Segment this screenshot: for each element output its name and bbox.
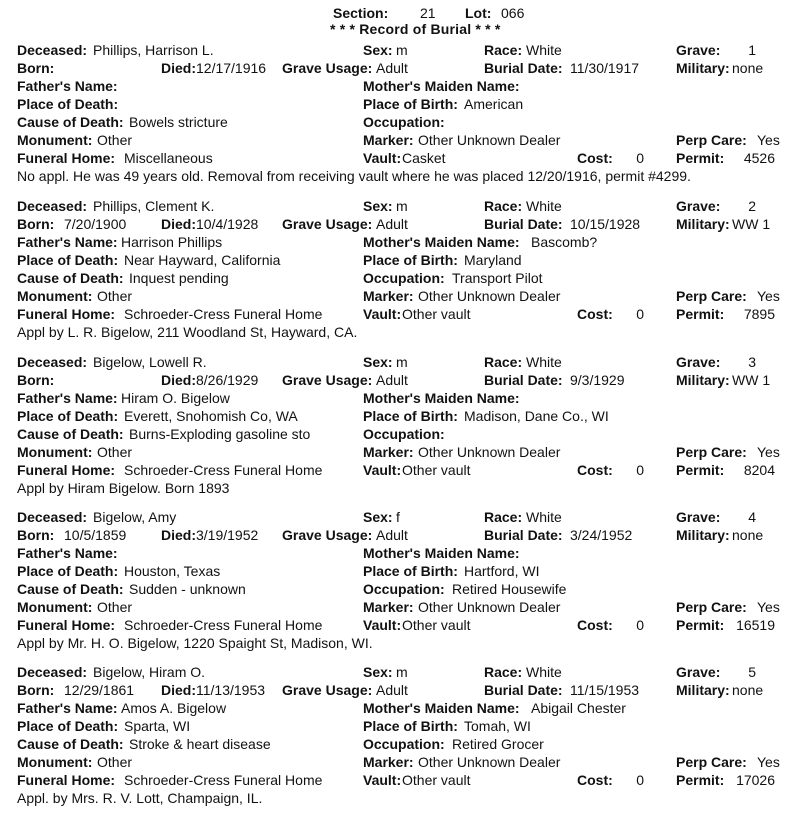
monument-label: Monument:	[17, 599, 93, 615]
place-of-birth-value: American	[464, 96, 524, 112]
grave-usage-label: Grave Usage:	[282, 372, 373, 388]
born-value: 12/29/1861	[64, 682, 135, 698]
military-value: none	[732, 60, 764, 76]
perp-care-value: Yes	[757, 444, 780, 460]
sex-value: m	[396, 354, 408, 370]
permit-value: 4526	[743, 150, 775, 166]
perp-care-value: Yes	[757, 754, 780, 770]
place-of-birth-value: Hartford, WI	[464, 563, 540, 579]
military-value: WW 1	[732, 372, 771, 388]
fathers-name-value: Amos A. Bigelow	[121, 700, 227, 716]
permit-label: Permit:	[676, 306, 725, 322]
race-value: White	[526, 509, 562, 525]
died-value: 10/4/1928	[196, 216, 259, 232]
grave-value: 5	[748, 664, 756, 680]
monument-value: Other	[97, 288, 133, 304]
vault-label: Vault:	[363, 772, 402, 788]
place-of-death-label: Place of Death:	[17, 718, 119, 734]
grave-label: Grave:	[676, 42, 721, 58]
sex-label: Sex:	[363, 509, 393, 525]
cause-of-death-value: Stroke & heart disease	[129, 736, 271, 752]
fathers-name-label: Father's Name:	[17, 700, 118, 716]
cause-of-death-label: Cause of Death:	[17, 736, 124, 752]
grave-usage-label: Grave Usage:	[282, 527, 373, 543]
died-label: Died:	[161, 60, 196, 76]
born-label: Born:	[17, 682, 55, 698]
sex-label: Sex:	[363, 354, 393, 370]
sex-label: Sex:	[363, 198, 393, 214]
monument-label: Monument:	[17, 444, 93, 460]
occupation-value: Retired Housewife	[452, 581, 567, 597]
died-value: 3/19/1952	[196, 527, 259, 543]
cost-label: Cost:	[577, 772, 613, 788]
burial-date-label: Burial Date:	[484, 527, 563, 543]
deceased-label: Deceased:	[17, 42, 88, 58]
grave-usage-label: Grave Usage:	[282, 216, 373, 232]
race-value: White	[526, 354, 562, 370]
lot-label: Lot:	[465, 5, 492, 21]
page-title: * * * Record of Burial * * *	[330, 21, 501, 37]
funeral-home-value: Miscellaneous	[124, 150, 213, 166]
funeral-home-value: Schroeder-Cress Funeral Home	[124, 306, 323, 322]
burial-date-value: 9/3/1929	[570, 372, 625, 388]
perp-care-label: Perp Care:	[676, 444, 747, 460]
grave-value: 4	[748, 509, 756, 525]
monument-value: Other	[97, 754, 133, 770]
deceased-value: Bigelow, Hiram O.	[93, 664, 206, 680]
perp-care-label: Perp Care:	[676, 132, 747, 148]
place-of-birth-label: Place of Birth:	[363, 252, 458, 268]
fathers-name-value: Hiram O. Bigelow	[121, 390, 230, 406]
vault-value: Other vault	[402, 772, 471, 788]
sex-value: m	[396, 42, 408, 58]
grave-usage-value: Adult	[376, 527, 408, 543]
cause-of-death-value: Sudden - unknown	[129, 581, 246, 597]
monument-value: Other	[97, 599, 133, 615]
born-value: 7/20/1900	[64, 216, 127, 232]
marker-label: Marker:	[363, 599, 414, 615]
born-label: Born:	[17, 372, 55, 388]
race-label: Race:	[484, 42, 523, 58]
cost-value: 0	[636, 617, 644, 633]
military-value: none	[732, 682, 764, 698]
place-of-death-label: Place of Death:	[17, 408, 119, 424]
permit-label: Permit:	[676, 150, 725, 166]
lot-value: 066	[501, 5, 525, 21]
born-label: Born:	[17, 60, 55, 76]
grave-label: Grave:	[676, 509, 721, 525]
permit-value: 8204	[743, 462, 775, 478]
monument-label: Monument:	[17, 288, 93, 304]
funeral-home-label: Funeral Home:	[17, 462, 116, 478]
perp-care-value: Yes	[757, 288, 780, 304]
vault-value: Casket	[402, 150, 446, 166]
burial-record	[0, 42, 800, 192]
permit-label: Permit:	[676, 772, 725, 788]
marker-label: Marker:	[363, 132, 414, 148]
deceased-label: Deceased:	[17, 664, 88, 680]
burial-record	[0, 198, 800, 348]
marker-label: Marker:	[363, 288, 414, 304]
race-label: Race:	[484, 354, 523, 370]
died-label: Died:	[161, 372, 196, 388]
fathers-name-label: Father's Name:	[17, 390, 118, 406]
military-value: none	[732, 527, 764, 543]
burial-record	[0, 354, 800, 504]
fathers-name-label: Father's Name:	[17, 545, 118, 561]
died-value: 12/17/1916	[196, 60, 267, 76]
burial-date-value: 11/30/1917	[570, 60, 640, 76]
cause-of-death-label: Cause of Death:	[17, 114, 124, 130]
cost-value: 0	[636, 306, 644, 322]
cost-label: Cost:	[577, 617, 613, 633]
fathers-name-label: Father's Name:	[17, 234, 118, 250]
race-label: Race:	[484, 664, 523, 680]
cost-label: Cost:	[577, 150, 613, 166]
section-label: Section:	[333, 5, 389, 21]
cause-of-death-value: Bowels stricture	[129, 114, 228, 130]
vault-value: Other vault	[402, 617, 471, 633]
grave-value: 2	[748, 198, 756, 214]
marker-value: Other Unknown Dealer	[418, 132, 561, 148]
vault-label: Vault:	[363, 306, 402, 322]
military-value: WW 1	[732, 216, 771, 232]
burial-record	[0, 664, 800, 814]
burial-date-value: 3/24/1952	[570, 527, 633, 543]
place-of-birth-value: Maryland	[464, 252, 522, 268]
grave-usage-value: Adult	[376, 372, 408, 388]
record-note: Appl. by Mrs. R. V. Lott, Champaign, IL.	[17, 790, 263, 806]
occupation-label: Occupation:	[363, 581, 445, 597]
funeral-home-value: Schroeder-Cress Funeral Home	[124, 772, 323, 788]
burial-date-label: Burial Date:	[484, 216, 563, 232]
monument-label: Monument:	[17, 132, 93, 148]
mothers-maiden-name-label: Mother's Maiden Name:	[363, 390, 520, 406]
cost-value: 0	[636, 772, 644, 788]
place-of-death-label: Place of Death:	[17, 96, 119, 112]
died-label: Died:	[161, 527, 196, 543]
monument-label: Monument:	[17, 754, 93, 770]
burial-date-value: 10/15/1928	[570, 216, 640, 232]
permit-label: Permit:	[676, 617, 725, 633]
vault-label: Vault:	[363, 462, 402, 478]
race-label: Race:	[484, 509, 523, 525]
sex-value: m	[396, 198, 408, 214]
funeral-home-value: Schroeder-Cress Funeral Home	[124, 462, 323, 478]
permit-value: 7895	[743, 306, 775, 322]
deceased-value: Phillips, Harrison L.	[93, 42, 214, 58]
marker-value: Other Unknown Dealer	[418, 754, 561, 770]
grave-value: 3	[748, 354, 756, 370]
race-value: White	[526, 42, 562, 58]
sex-label: Sex:	[363, 42, 393, 58]
occupation-value: Transport Pilot	[452, 270, 543, 286]
place-of-birth-value: Madison, Dane Co., WI	[464, 408, 609, 424]
funeral-home-label: Funeral Home:	[17, 306, 116, 322]
vault-value: Other vault	[402, 462, 471, 478]
military-label: Military:	[676, 216, 730, 232]
sex-value: m	[396, 664, 408, 680]
place-of-birth-label: Place of Birth:	[363, 563, 458, 579]
race-label: Race:	[484, 198, 523, 214]
cause-of-death-label: Cause of Death:	[17, 581, 124, 597]
occupation-label: Occupation:	[363, 426, 445, 442]
grave-usage-label: Grave Usage:	[282, 60, 373, 76]
cost-value: 0	[636, 150, 644, 166]
deceased-value: Bigelow, Lowell R.	[93, 354, 207, 370]
deceased-value: Bigelow, Amy	[93, 509, 177, 525]
occupation-value: Retired Grocer	[452, 736, 544, 752]
cause-of-death-value: Burns-Exploding gasoline sto	[129, 426, 311, 442]
race-value: White	[526, 198, 562, 214]
cause-of-death-value: Inquest pending	[129, 270, 229, 286]
died-label: Died:	[161, 216, 196, 232]
mothers-maiden-name-value: Abigail Chester	[531, 700, 626, 716]
mothers-maiden-name-label: Mother's Maiden Name:	[363, 545, 520, 561]
grave-usage-value: Adult	[376, 60, 408, 76]
burial-date-value: 11/15/1953	[570, 682, 640, 698]
mothers-maiden-name-label: Mother's Maiden Name:	[363, 78, 520, 94]
cost-label: Cost:	[577, 462, 613, 478]
cost-value: 0	[636, 462, 644, 478]
mothers-maiden-name-label: Mother's Maiden Name:	[363, 700, 520, 716]
perp-care-label: Perp Care:	[676, 754, 747, 770]
vault-label: Vault:	[363, 617, 402, 633]
permit-label: Permit:	[676, 462, 725, 478]
died-value: 8/26/1929	[196, 372, 259, 388]
cause-of-death-label: Cause of Death:	[17, 270, 124, 286]
deceased-value: Phillips, Clement K.	[93, 198, 215, 214]
place-of-death-label: Place of Death:	[17, 252, 119, 268]
funeral-home-label: Funeral Home:	[17, 150, 116, 166]
funeral-home-label: Funeral Home:	[17, 772, 116, 788]
monument-value: Other	[97, 132, 133, 148]
record-note: Appl by Mr. H. O. Bigelow, 1220 Spaight St, Madison, WI.	[17, 635, 373, 651]
burial-date-label: Burial Date:	[484, 682, 563, 698]
grave-label: Grave:	[676, 664, 721, 680]
place-of-death-value: Sparta, WI	[124, 718, 191, 734]
place-of-death-value: Everett, Snohomish Co, WA	[124, 408, 298, 424]
military-label: Military:	[676, 372, 730, 388]
occupation-label: Occupation:	[363, 270, 445, 286]
record-note: No appl. He was 49 years old. Removal from receiving vault where he was placed 12/20/1916, permit #4299.	[17, 168, 691, 184]
born-label: Born:	[17, 216, 55, 232]
fathers-name-value: Harrison Phillips	[121, 234, 223, 250]
place-of-birth-value: Tomah, WI	[464, 718, 531, 734]
deceased-label: Deceased:	[17, 198, 88, 214]
record-note: Appl by L. R. Bigelow, 211 Woodland St, Hayward, CA.	[17, 324, 358, 340]
perp-care-value: Yes	[757, 132, 780, 148]
perp-care-value: Yes	[757, 599, 780, 615]
monument-value: Other	[97, 444, 133, 460]
marker-value: Other Unknown Dealer	[418, 444, 561, 460]
deceased-label: Deceased:	[17, 354, 88, 370]
burial-date-label: Burial Date:	[484, 372, 563, 388]
born-label: Born:	[17, 527, 55, 543]
vault-value: Other vault	[402, 306, 471, 322]
grave-label: Grave:	[676, 354, 721, 370]
mothers-maiden-name-value: Bascomb?	[531, 234, 598, 250]
grave-usage-label: Grave Usage:	[282, 682, 373, 698]
funeral-home-label: Funeral Home:	[17, 617, 116, 633]
burial-date-label: Burial Date:	[484, 60, 563, 76]
burial-record	[0, 509, 800, 659]
grave-label: Grave:	[676, 198, 721, 214]
marker-value: Other Unknown Dealer	[418, 599, 561, 615]
died-label: Died:	[161, 682, 196, 698]
place-of-death-label: Place of Death:	[17, 563, 119, 579]
place-of-birth-label: Place of Birth:	[363, 96, 458, 112]
place-of-death-value: Near Hayward, California	[124, 252, 281, 268]
perp-care-label: Perp Care:	[676, 288, 747, 304]
cause-of-death-label: Cause of Death:	[17, 426, 124, 442]
marker-value: Other Unknown Dealer	[418, 288, 561, 304]
marker-label: Marker:	[363, 754, 414, 770]
grave-value: 1	[748, 42, 756, 58]
sex-label: Sex:	[363, 664, 393, 680]
race-value: White	[526, 664, 562, 680]
deceased-label: Deceased:	[17, 509, 88, 525]
fathers-name-label: Father's Name:	[17, 78, 118, 94]
permit-value: 16519	[736, 617, 775, 633]
military-label: Military:	[676, 527, 730, 543]
marker-label: Marker:	[363, 444, 414, 460]
mothers-maiden-name-label: Mother's Maiden Name:	[363, 234, 520, 250]
died-value: 11/13/1953	[196, 682, 266, 698]
occupation-label: Occupation:	[363, 736, 445, 752]
section-value: 21	[420, 5, 436, 21]
occupation-label: Occupation:	[363, 114, 445, 130]
place-of-birth-label: Place of Birth:	[363, 408, 458, 424]
place-of-birth-label: Place of Birth:	[363, 718, 458, 734]
permit-value: 17026	[736, 772, 775, 788]
grave-usage-value: Adult	[376, 216, 408, 232]
place-of-death-value: Houston, Texas	[124, 563, 221, 579]
record-note: Appl by Hiram Bigelow. Born 1893	[17, 480, 230, 496]
sex-value: f	[396, 509, 400, 525]
funeral-home-value: Schroeder-Cress Funeral Home	[124, 617, 323, 633]
vault-label: Vault:	[363, 150, 402, 166]
grave-usage-value: Adult	[376, 682, 408, 698]
military-label: Military:	[676, 60, 730, 76]
cost-label: Cost:	[577, 306, 613, 322]
born-value: 10/5/1859	[64, 527, 127, 543]
perp-care-label: Perp Care:	[676, 599, 747, 615]
military-label: Military:	[676, 682, 730, 698]
